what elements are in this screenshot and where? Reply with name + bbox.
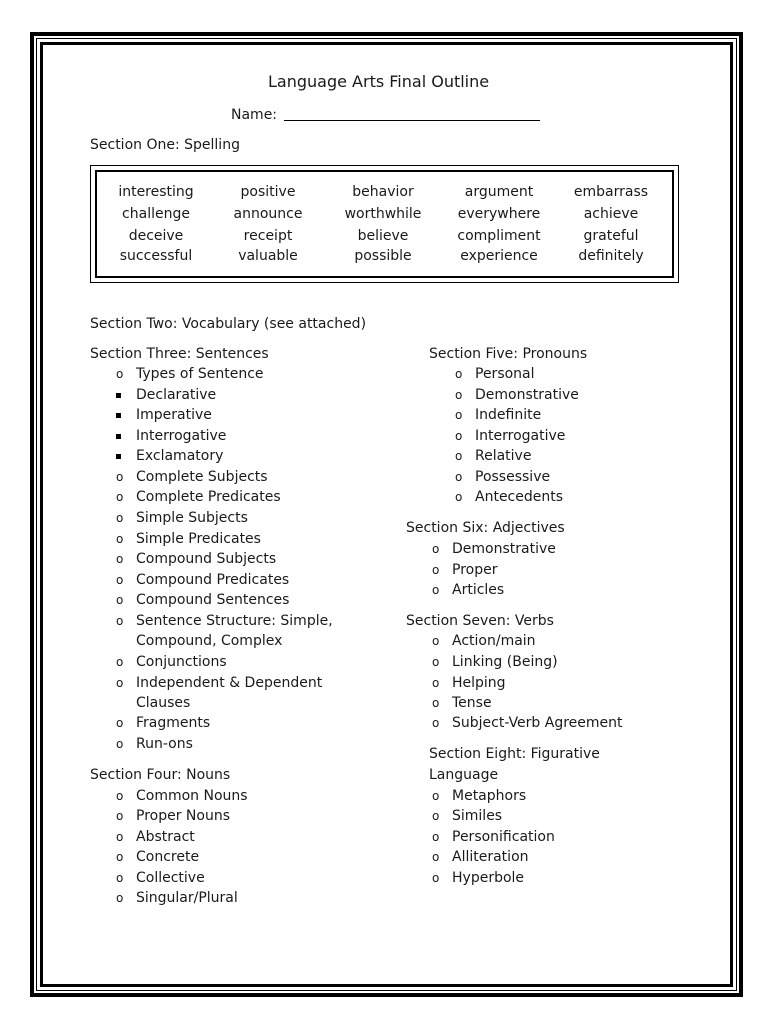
outline-item: Linking (Being) [452,654,558,670]
outline-item: Possessive [475,469,551,485]
document-title: Language Arts Final Outline [268,72,490,91]
square-bullet [116,454,121,459]
spelling-word: worthwhile [344,206,422,222]
outline-item: Similes [452,808,503,824]
name-field-line[interactable] [284,120,540,121]
circle-bullet: o [116,789,124,803]
circle-bullet: o [432,809,440,823]
spelling-word: behavior [352,184,414,200]
outline-item: Sentence Structure: Simple, [136,613,333,629]
circle-bullet: o [116,830,124,844]
square-bullet [116,413,121,418]
outline-item: Abstract [136,829,195,845]
circle-bullet: o [116,716,124,730]
outline-item: Relative [475,448,532,464]
circle-bullet: o [116,593,124,607]
circle-bullet: o [116,737,124,751]
outline-item: Fragments [136,715,211,731]
circle-bullet: o [116,552,124,566]
section-eight-heading-continuation: Language [429,767,499,783]
outline-item: Types of Sentence [136,366,264,382]
circle-bullet: o [432,542,440,556]
outline-item: Compound Sentences [136,592,290,608]
circle-bullet: o [116,490,124,504]
circle-bullet: o [116,532,124,546]
circle-bullet: o [116,655,124,669]
spelling-word: compliment [457,228,541,244]
spelling-word: definitely [578,248,644,264]
spelling-word: receipt [243,228,293,244]
section-five-heading: Section Five: Pronouns [429,346,588,362]
circle-bullet: o [116,511,124,525]
circle-bullet: o [116,850,124,864]
outline-item: Interrogative [136,428,227,444]
spelling-word: embarrass [573,184,649,200]
outline-item-continuation: Clauses [136,695,191,711]
circle-bullet: o [455,388,463,402]
outline-item: Independent & Dependent [136,675,323,691]
name-label: Name: [231,107,278,123]
outline-item: Conjunctions [136,654,227,670]
circle-bullet: o [432,563,440,577]
outline-item: Exclamatory [136,448,224,464]
circle-bullet: o [432,830,440,844]
circle-bullet: o [455,470,463,484]
outline-item-continuation: Compound, Complex [136,633,283,649]
outline-item: Declarative [136,387,217,403]
outline-item: Demonstrative [475,387,579,403]
spelling-word: interesting [118,184,194,200]
outline-item: Subject-Verb Agreement [452,715,623,731]
circle-bullet: o [455,408,463,422]
outline-item: Compound Subjects [136,551,277,567]
section-eight-heading: Section Eight: Figurative [429,746,600,762]
outline-item: Tense [452,695,492,711]
circle-bullet: o [116,614,124,628]
spelling-word: announce [233,206,303,222]
circle-bullet: o [116,367,124,381]
outline-item: Simple Predicates [136,531,261,547]
spelling-word: valuable [238,248,298,264]
circle-bullet: o [455,429,463,443]
square-bullet [116,434,121,439]
outline-item: Hyperbole [452,870,525,886]
circle-bullet: o [432,676,440,690]
circle-bullet: o [432,850,440,864]
section-one-heading: Section One: Spelling [90,137,240,153]
square-bullet [116,393,121,398]
circle-bullet: o [116,809,124,823]
circle-bullet: o [432,789,440,803]
section-four-heading: Section Four: Nouns [90,767,231,783]
outline-item: Personal [475,366,535,382]
outline-item: Imperative [136,407,212,423]
outline-item: Metaphors [452,788,527,804]
outline-item: Complete Predicates [136,489,281,505]
outline-item: Action/main [452,633,536,649]
circle-bullet: o [432,634,440,648]
outline-item: Collective [136,870,205,886]
circle-bullet: o [116,470,124,484]
spelling-word: experience [460,248,538,264]
circle-bullet: o [432,655,440,669]
outline-item: Antecedents [475,489,564,505]
spelling-word: achieve [583,206,639,222]
circle-bullet: o [432,871,440,885]
outline-item: Demonstrative [452,541,556,557]
outline-item: Indefinite [475,407,542,423]
outline-item: Concrete [136,849,200,865]
section-seven-heading: Section Seven: Verbs [406,613,554,629]
circle-bullet: o [455,449,463,463]
outline-item: Alliteration [452,849,529,865]
outline-item: Simple Subjects [136,510,248,526]
circle-bullet: o [432,716,440,730]
circle-bullet: o [455,367,463,381]
outline-item: Complete Subjects [136,469,268,485]
circle-bullet: o [432,583,440,597]
circle-bullet: o [116,573,124,587]
outline-item: Run-ons [136,736,193,752]
spelling-word: challenge [122,206,190,222]
outline-item: Compound Predicates [136,572,290,588]
outline-item: Singular/Plural [136,890,238,906]
outline-item: Articles [452,582,505,598]
circle-bullet: o [455,490,463,504]
spelling-word: positive [240,184,296,200]
circle-bullet: o [116,676,124,690]
circle-bullet: o [116,891,124,905]
section-two-heading: Section Two: Vocabulary (see attached) [90,316,367,332]
outline-item: Common Nouns [136,788,248,804]
spelling-word: argument [464,184,534,200]
spelling-word: successful [119,248,193,264]
section-three-heading: Section Three: Sentences [90,346,269,362]
section-six-heading: Section Six: Adjectives [406,520,565,536]
outline-item: Helping [452,675,506,691]
spelling-word: deceive [128,228,184,244]
outline-item: Proper Nouns [136,808,230,824]
outline-item: Personification [452,829,555,845]
circle-bullet: o [116,871,124,885]
outline-item: Interrogative [475,428,566,444]
spelling-word: grateful [583,228,639,244]
spelling-word: possible [354,248,412,264]
circle-bullet: o [432,696,440,710]
spelling-word: believe [357,228,409,244]
outline-item: Proper [452,562,498,578]
spelling-word: everywhere [457,206,541,222]
